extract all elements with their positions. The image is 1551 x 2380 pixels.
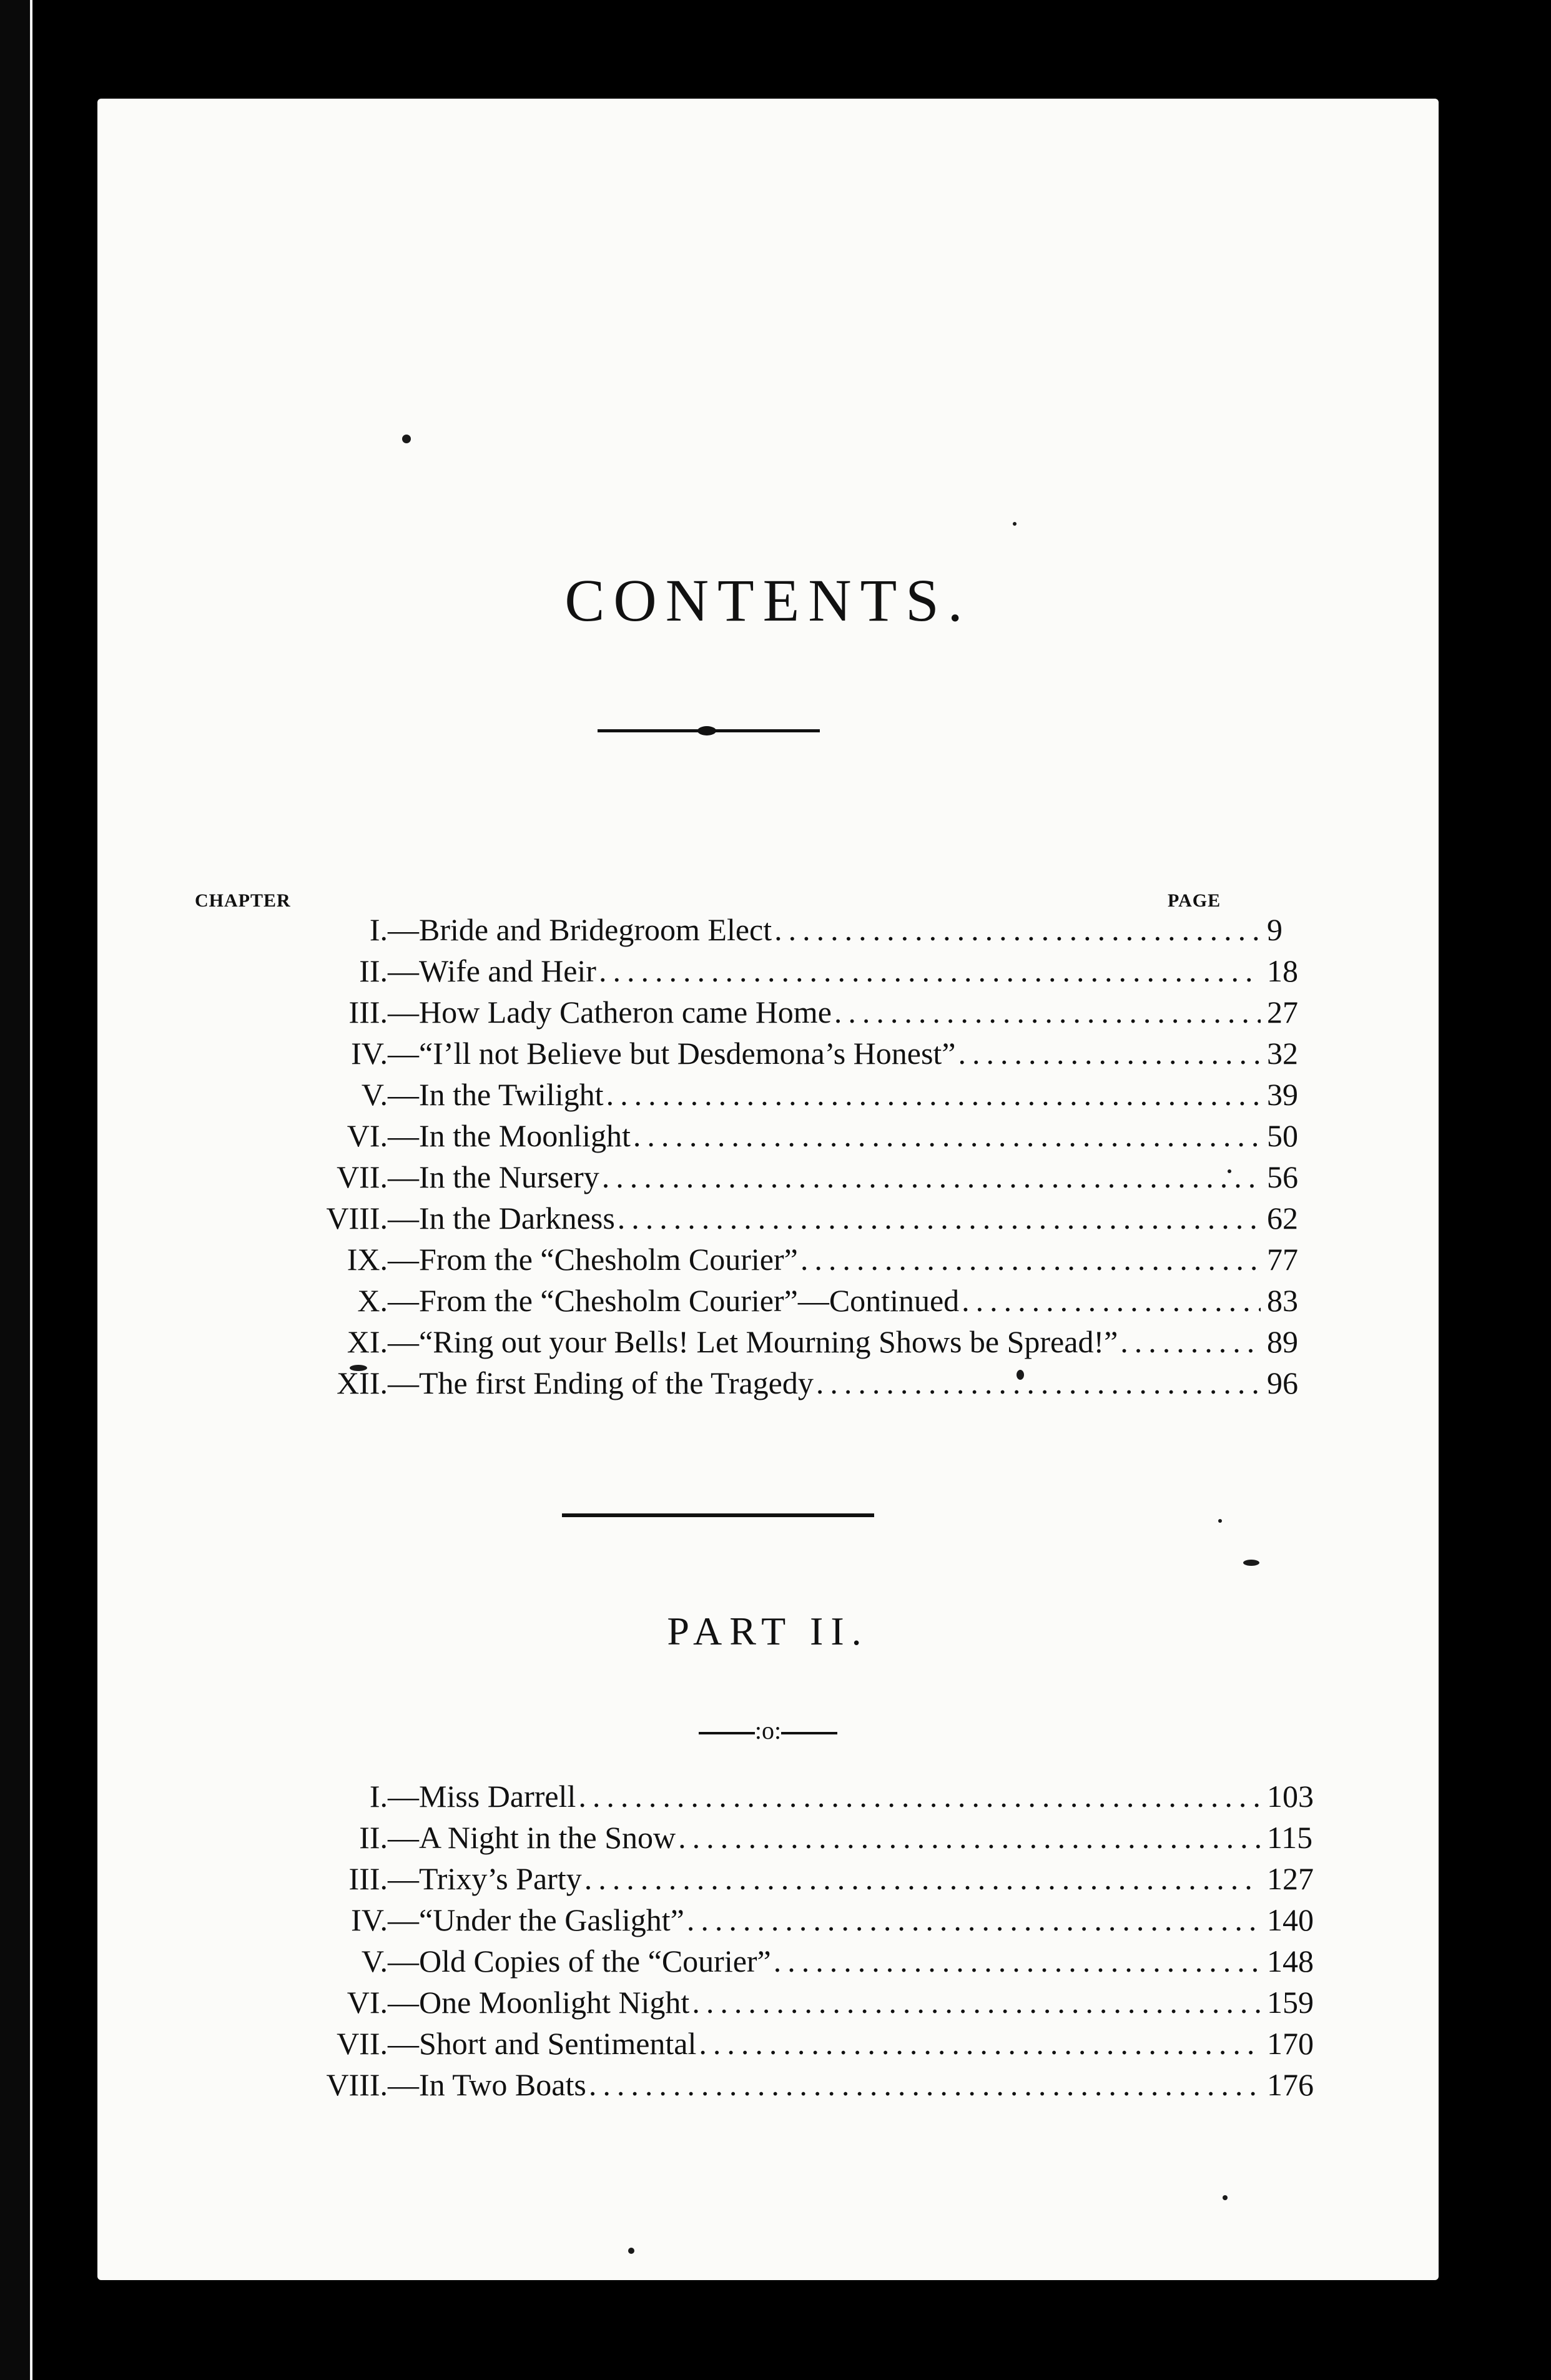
ink-speck bbox=[402, 435, 411, 443]
toc-entry bbox=[97, 1321, 1439, 1362]
toc-entry bbox=[97, 1033, 1439, 1074]
chapter-title: Short and Sentimental bbox=[419, 2026, 697, 2061]
toc-entry bbox=[97, 1239, 1439, 1280]
dot-leader bbox=[631, 1115, 1261, 1156]
toc-entry bbox=[97, 950, 1439, 991]
chapter-title: “Under the Gaslight” bbox=[419, 1902, 684, 1937]
chapter-title-line bbox=[419, 1982, 1261, 2023]
page-number: 140 bbox=[1267, 1902, 1314, 1937]
dot-leader bbox=[586, 2064, 1261, 2105]
chapter-title-line bbox=[419, 1033, 1261, 1074]
chapter-title: A Night in the Snow bbox=[419, 1820, 676, 1855]
toc-entry bbox=[97, 1982, 1439, 2023]
page-number: 159 bbox=[1267, 1985, 1314, 2020]
page-number: 96 bbox=[1267, 1365, 1298, 1400]
chapter-number: IX.— bbox=[347, 1242, 419, 1277]
page-number: 176 bbox=[1267, 2067, 1314, 2102]
chapter-number: VIII.— bbox=[326, 2067, 419, 2102]
dot-leader bbox=[772, 909, 1261, 950]
chapter-number: V.— bbox=[361, 1944, 419, 1979]
page-number: 39 bbox=[1267, 1077, 1298, 1112]
ink-speck bbox=[628, 2248, 634, 2254]
book-page bbox=[97, 99, 1439, 2280]
chapter-title: In the Darkness bbox=[419, 1201, 615, 1236]
chapter-title: The first Ending of the Tragedy bbox=[419, 1365, 814, 1400]
toc-entry bbox=[97, 1362, 1439, 1404]
toc-entry bbox=[97, 1817, 1439, 1858]
toc-entry bbox=[97, 1776, 1439, 1817]
chapter-column-header: CHAPTER bbox=[195, 890, 291, 911]
toc-entry bbox=[97, 1280, 1439, 1321]
toc-entry bbox=[97, 1899, 1439, 1940]
chapter-number: XII.— bbox=[337, 1365, 419, 1400]
dot-leader bbox=[959, 1280, 1261, 1321]
toc-entry bbox=[97, 1115, 1439, 1156]
page-number: 18 bbox=[1267, 953, 1298, 988]
ink-speck bbox=[1218, 1519, 1222, 1523]
chapter-title: In the Moonlight bbox=[419, 1118, 631, 1153]
scan-edge bbox=[0, 0, 32, 2380]
chapter-title: How Lady Catheron came Home bbox=[419, 995, 832, 1030]
chapter-title: Bride and Bridegroom Elect bbox=[419, 912, 772, 947]
separator-glyph: :o: bbox=[754, 1716, 782, 1744]
chapter-number: XI.— bbox=[347, 1324, 419, 1359]
chapter-title-line bbox=[419, 1115, 1261, 1156]
chapter-title-line bbox=[419, 1817, 1261, 1858]
dot-leader bbox=[604, 1074, 1261, 1115]
chapter-number: IV.— bbox=[351, 1902, 419, 1937]
title-ornament-rule bbox=[598, 725, 820, 735]
page-number: 89 bbox=[1267, 1324, 1298, 1359]
chapter-title-line bbox=[419, 1321, 1261, 1362]
chapter-title-line bbox=[419, 1899, 1261, 1940]
chapter-title-line bbox=[419, 909, 1261, 950]
page-number: 148 bbox=[1267, 1944, 1314, 1979]
toc-entry bbox=[97, 1940, 1439, 1982]
chapter-title: Trixy’s Party bbox=[419, 1861, 582, 1896]
dot-leader bbox=[582, 1858, 1261, 1899]
page-number: 77 bbox=[1267, 1242, 1298, 1277]
toc-entry bbox=[97, 1074, 1439, 1115]
dot-leader bbox=[956, 1033, 1261, 1074]
chapter-number: III.— bbox=[348, 1861, 419, 1896]
toc-entry bbox=[97, 991, 1439, 1033]
ink-speck bbox=[1243, 1560, 1259, 1566]
dot-leader bbox=[596, 950, 1261, 991]
dot-leader bbox=[814, 1362, 1261, 1404]
chapter-number: I.— bbox=[369, 1779, 419, 1814]
chapter-title-line bbox=[419, 1362, 1261, 1404]
dot-leader bbox=[696, 2023, 1261, 2064]
chapter-title: Wife and Heir bbox=[419, 953, 596, 988]
chapter-number: VI.— bbox=[347, 1985, 419, 2020]
part-two-separator bbox=[97, 1716, 1439, 1745]
page-number: 83 bbox=[1267, 1283, 1298, 1318]
chapter-title: In Two Boats bbox=[419, 2067, 586, 2102]
dot-leader bbox=[798, 1239, 1261, 1280]
dot-leader bbox=[771, 1940, 1261, 1982]
chapter-title: From the “Chesholm Courier” bbox=[419, 1242, 798, 1277]
chapter-title-line bbox=[419, 1776, 1261, 1817]
contents-title: CONTENTS. bbox=[564, 567, 972, 634]
chapter-title-line bbox=[419, 1239, 1261, 1280]
dot-leader bbox=[689, 1982, 1261, 2023]
toc-entry bbox=[97, 1197, 1439, 1239]
chapter-number: I.— bbox=[369, 912, 419, 947]
toc-entry bbox=[97, 2023, 1439, 2064]
page-number: 56 bbox=[1267, 1159, 1298, 1194]
ink-speck bbox=[1013, 522, 1017, 526]
chapter-title-line bbox=[419, 1156, 1261, 1197]
page-number: 32 bbox=[1267, 1036, 1298, 1071]
chapter-number: VIII.— bbox=[326, 1201, 419, 1236]
chapter-title-line bbox=[419, 2064, 1261, 2105]
ink-speck bbox=[1223, 2195, 1228, 2200]
chapter-title-line bbox=[419, 1197, 1261, 1239]
chapter-title-line bbox=[419, 1074, 1261, 1115]
section-divider-rule bbox=[562, 1513, 874, 1517]
chapter-title-line bbox=[419, 991, 1261, 1033]
chapter-title: In the Nursery bbox=[419, 1159, 599, 1194]
chapter-number: VII.— bbox=[337, 1159, 419, 1194]
toc-entry bbox=[97, 909, 1439, 950]
page-number: 62 bbox=[1267, 1201, 1298, 1236]
dot-leader bbox=[684, 1899, 1261, 1940]
chapter-title-line bbox=[419, 2023, 1261, 2064]
dot-leader bbox=[599, 1156, 1261, 1197]
chapter-title-line bbox=[419, 1858, 1261, 1899]
page-number: 103 bbox=[1267, 1779, 1314, 1814]
toc-entry bbox=[97, 1858, 1439, 1899]
chapter-title-line bbox=[419, 1940, 1261, 1982]
chapter-title: Old Copies of the “Courier” bbox=[419, 1944, 771, 1979]
chapter-number: X.— bbox=[357, 1283, 419, 1318]
chapter-title-line bbox=[419, 1280, 1261, 1321]
dot-leader bbox=[832, 991, 1261, 1033]
page-number: 127 bbox=[1267, 1861, 1314, 1896]
toc-entry bbox=[97, 2064, 1439, 2105]
page-column-header: PAGE bbox=[1168, 890, 1221, 911]
chapter-number: II.— bbox=[359, 953, 419, 988]
chapter-title: “I’ll not Believe but Desdemona’s Honest” bbox=[419, 1036, 956, 1071]
page-number: 170 bbox=[1267, 2026, 1314, 2061]
dot-leader bbox=[676, 1817, 1261, 1858]
dot-leader bbox=[1118, 1321, 1261, 1362]
page-number: 115 bbox=[1267, 1820, 1313, 1855]
page-number: 27 bbox=[1267, 995, 1298, 1030]
dot-leader bbox=[615, 1197, 1261, 1239]
chapter-title-line bbox=[419, 950, 1261, 991]
chapter-title: “Ring out your Bells! Let Mourning Shows be Spread!” bbox=[419, 1324, 1118, 1359]
dot-leader bbox=[576, 1776, 1261, 1817]
chapter-number: VI.— bbox=[347, 1118, 419, 1153]
toc-entry bbox=[97, 1156, 1439, 1197]
chapter-title: One Moonlight Night bbox=[419, 1985, 690, 2020]
page-number: 50 bbox=[1267, 1118, 1298, 1153]
part-two-heading: PART II. bbox=[667, 1609, 869, 1653]
chapter-title: In the Twilight bbox=[419, 1077, 604, 1112]
chapter-number: V.— bbox=[361, 1077, 419, 1112]
chapter-number: VII.— bbox=[337, 2026, 419, 2061]
chapter-title: From the “Chesholm Courier”—Continued bbox=[419, 1283, 960, 1318]
chapter-number: IV.— bbox=[351, 1036, 419, 1071]
chapter-title: Miss Darrell bbox=[419, 1779, 576, 1814]
chapter-number: II.— bbox=[359, 1820, 419, 1855]
page-number: 9 bbox=[1267, 912, 1283, 947]
chapter-number: III.— bbox=[348, 995, 419, 1030]
